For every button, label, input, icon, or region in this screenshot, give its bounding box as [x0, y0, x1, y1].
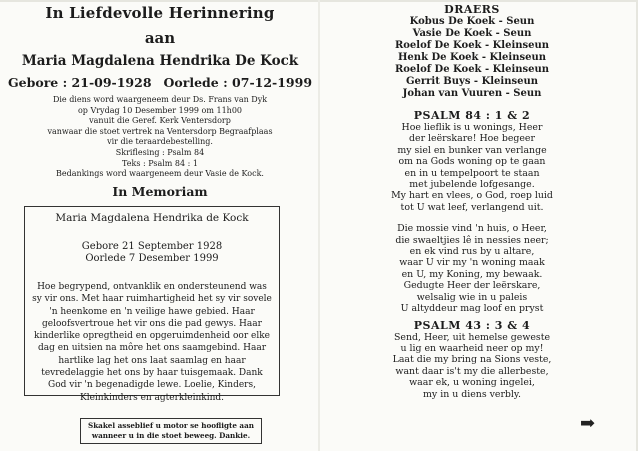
bearer-item: Johan van Vuuren - Seun: [402, 88, 542, 99]
left-panel: [8, 4, 312, 200]
center-fold: [318, 0, 320, 451]
life-dates: [8, 74, 312, 92]
verse-line: welsalig wie in u paleis: [416, 291, 528, 303]
headlights-notice: Skakel asseblief u motor se hoofligte aan wanneer u in die stoet beweeg. Dankie.: [80, 418, 262, 444]
memoriam-died: Oorlede 7 Desember 1999: [85, 253, 219, 264]
deceased-name: Maria Magdalena Hendrika De Kock: [21, 53, 299, 69]
verse-line: die swaeltjies lê in nessies neer;: [395, 234, 549, 246]
verse-line: Send, Heer, uit hemelse geweste: [393, 331, 551, 343]
verse-line: Laat die my bring na Sions veste,: [392, 354, 552, 366]
aan-text: aan: [144, 29, 176, 47]
psalm84-stanza2: [327, 223, 617, 314]
verse-line: waar ek, u woning ingelei,: [409, 377, 535, 389]
verse-line: en in u tempelpoort te staan: [404, 167, 540, 179]
service-line: vanuit die Geref. Kerk Ventersdorp: [89, 116, 231, 126]
bearer-item: Kobus De Koek - Seun: [409, 16, 535, 27]
psalm43-stanza: [327, 332, 617, 400]
memoriam-born: Gebore 21 September 1928: [81, 241, 223, 252]
service-line: vir die teraardebestelling.: [107, 137, 213, 147]
service-line: op Vrydag 10 Desember 1999 om 11h00: [77, 105, 243, 115]
verse-line: en ek vind rus by u altare,: [409, 246, 535, 258]
bearer-item: Roelof De Koek - Kleinseun: [394, 64, 550, 75]
service-line: Teks : Psalm 84 : 1: [122, 158, 198, 168]
verse-line: om na Gods woning op te gaan: [398, 156, 546, 168]
verse-line: en U, my Koning, my bewaak.: [401, 268, 543, 280]
verse-line: my in u diens verbly.: [423, 388, 521, 400]
service-line: vanwaar die stoet vertrek na Ventersdorp Begraafplaas: [47, 126, 273, 136]
verse-line: Gedugte Heer der leërskare,: [403, 280, 541, 292]
psalm43-heading: PSALM 43 : 3 & 4: [413, 318, 531, 332]
memoriam-dates: [31, 241, 273, 265]
bearers-list: [327, 16, 617, 100]
bearers-heading: DRAERS: [444, 3, 500, 16]
bearer-item: Gerrit Buys - Kleinseun: [405, 76, 539, 87]
psalm84-stanza1: [327, 122, 617, 213]
verse-line: Hoe lieflik is u wonings, Heer: [401, 122, 543, 133]
verse-line: der leërskare! Hoe begeer: [409, 133, 535, 145]
bearer-item: Henk De Koek - Kleinseun: [397, 52, 546, 63]
verse-line: tot U wat leef, verlangend uit.: [400, 201, 544, 213]
right-panel: [327, 4, 617, 400]
remembrance-heading: In Liefdevolle Herinnering: [45, 4, 275, 22]
birth-date: Gebore : 21-09-1928: [8, 75, 152, 90]
verse-line: My hart en vlees, o God, roep luid: [391, 190, 553, 202]
psalm84-heading: PSALM 84 : 1 & 2: [413, 109, 531, 122]
bearer-item: Vasie De Koek - Seun: [412, 28, 532, 39]
verse-line: want daar is't my die allerbeste,: [395, 365, 549, 377]
memoriam-name: Maria Magdalena Hendrika de Kock: [55, 212, 249, 224]
memoriam-heading: In Memoriam: [112, 183, 208, 199]
memoriam-box: [24, 206, 280, 403]
service-details: [8, 95, 312, 180]
memoriam-tribute: Hoe begrypend, ontvanklik en ondersteunend was sy vir ons. Met haar ruimhartigheid het sy vir sovele 'n heenkome en 'n veilige hawe gebied. Haar geloofsvertroue het vir ons die pad gewys. Haar kinderlike opregtheid en opgeruimdenheid oor elke dag en uitsien na môre het ons saamgebind. Haar hartlike lag het ons laat saamlag en haar tevredelaggie het ons by haar tuisgemaak. Dank God vir 'n begenadigde lewe. Loelie, Kinders, Kleinkinders en agterkleinkind.: [32, 282, 272, 403]
service-line: Die diens word waargeneem deur Ds. Frans van Dyk: [52, 95, 268, 104]
verse-line: waar U vir my 'n woning maak: [399, 257, 545, 269]
verse-line: Die mossie vind 'n huis, o Heer,: [397, 223, 547, 235]
verse-line: my siel en bunker van verlange: [397, 144, 547, 156]
bearer-item: Roelof De Koek - Kleinseun: [394, 40, 550, 51]
verse-line: met jubelende lofgesange.: [409, 179, 535, 191]
arrow-right-icon: ➡: [580, 413, 596, 434]
verse-line: U altyddeur mag loof en pryst: [400, 303, 544, 315]
service-line: Skriflesing : Psalm 84: [115, 147, 205, 157]
death-date: Oorlede : 07-12-1999: [163, 75, 313, 90]
service-line: Bedankings word waargeneem deur Vasie de Kock.: [56, 169, 264, 179]
verse-line: u lig en waarheid neer op my!: [400, 342, 544, 354]
